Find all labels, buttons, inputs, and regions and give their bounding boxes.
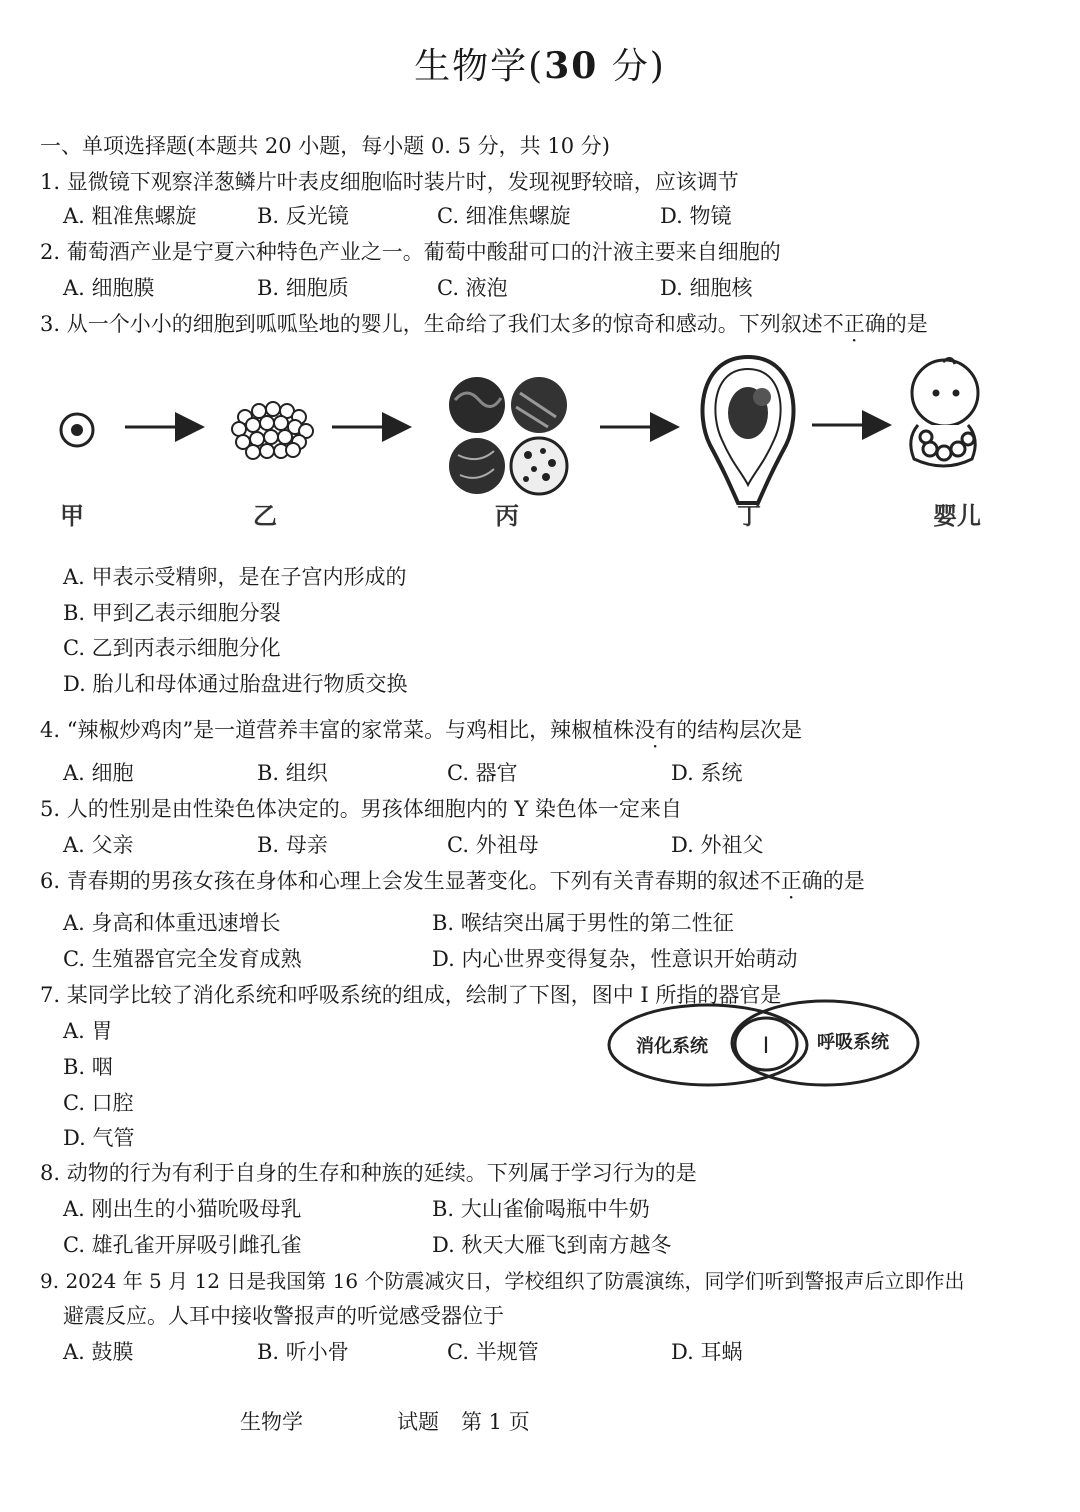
q6-option-b: B. 喉结突出属于男性的第二性征 [432,911,734,935]
q6-stem-dots: 不正确 [759,869,823,893]
q4-option-d: D. 系统 [671,761,743,785]
q3-stem-post: 的是 [885,312,928,336]
q5-option-a: A. 父亲 [63,833,134,857]
fetus-in-uterus-icon [702,357,793,503]
q5-option-b: B. 母亲 [257,833,328,857]
stage-label-jia: 甲 [60,502,84,530]
q3-stem-dots: 不正确 [822,312,886,336]
q4-option-c: C. 器官 [447,761,518,785]
q1-option-d: D. 物镜 [660,204,732,228]
q9-option-c: C. 半规管 [447,1340,539,1364]
q8-option-c: C. 雄孔雀开屏吸引雌孔雀 [63,1233,302,1257]
q2-option-b: B. 细胞质 [257,276,349,300]
question-6-stem [40,865,865,895]
stage-label-yi: 乙 [253,502,277,530]
q6-option-a: A. 身高和体重迅速增长 [63,911,281,935]
q2-option-d: D. 细胞核 [660,276,753,300]
page-title [0,38,1080,89]
question-9-stem-cont: 避震反应。人耳中接收警报声的听觉感受器位于 [63,1304,504,1328]
q7-option-d: D. 气管 [63,1126,135,1150]
q3-option-b: B. 甲到乙表示细胞分裂 [63,601,281,625]
q2-option-a: A. 细胞膜 [63,276,155,300]
baby-icon [911,358,978,466]
q4-stem-dots: 没有 [634,718,677,742]
q9-option-d: D. 耳蜗 [671,1340,743,1364]
question-2-stem: 2. 葡萄酒产业是宁夏六种特色产业之一。葡萄中酸甜可口的汁液主要来自细胞的 [40,240,781,264]
footer-subject: 生物学 [240,1410,303,1434]
venn-right-label: 呼吸系统 [817,1032,889,1053]
q4-stem-post: 的结构层次是 [676,718,803,742]
q6-option-d: D. 内心世界变得复杂，性意识开始萌动 [432,947,798,971]
tissues-icon [449,377,567,494]
question-8-stem: 8. 动物的行为有利于自身的生存和种族的延续。下列属于学习行为的是 [40,1161,697,1185]
q9-option-a: A. 鼓膜 [63,1340,134,1364]
question-3-stem [40,308,928,338]
title-score: 30 [544,45,599,87]
zygote-icon [61,414,93,446]
stage-label-ding: 丁 [737,502,761,530]
q3-option-d: D. 胎儿和母体通过胎盘进行物质交换 [63,672,408,696]
q3-stem-pre: 3. 从一个小小的细胞到呱呱坠地的婴儿，生命给了我们太多的惊奇和感动。下列叙述 [40,312,823,336]
stage-label-bing: 丙 [495,502,519,530]
venn-diagram [600,995,930,1095]
question-1-stem: 1. 显微镜下观察洋葱鳞片叶表皮细胞临时装片时，发现视野较暗，应该调节 [40,170,739,194]
q7-option-a: A. 胃 [63,1019,113,1043]
question-4-stem [40,714,802,744]
q9-option-b: B. 听小骨 [257,1340,349,1364]
q2-option-c: C. 液泡 [437,276,508,300]
venn-left-label: 消化系统 [636,1036,708,1057]
q8-option-a: A. 刚出生的小猫吮吸母乳 [63,1197,302,1221]
question-7-stem: 7. 某同学比较了消化系统和呼吸系统的组成，绘制了下图，图中 I 所指的器官是 [40,983,782,1007]
q6-stem-pre: 6. 青春期的男孩女孩在身体和心理上会发生显著变化。下列有关青春期的叙述 [40,869,760,893]
q4-option-a: A. 细胞 [63,761,134,785]
q8-option-b: B. 大山雀偷喝瓶中牛奶 [432,1197,650,1221]
q4-option-b: B. 组织 [257,761,328,785]
q1-option-c: C. 细准焦螺旋 [437,204,571,228]
q3-stem-emphasis [823,312,886,336]
question-5-stem: 5. 人的性别是由性染色体决定的。男孩体细胞内的 Y 染色体一定来自 [40,797,682,821]
q5-option-c: C. 外祖母 [447,833,539,857]
q4-stem-pre: 4. “辣椒炒鸡肉”是一道营养丰富的家常菜。与鸡相比，辣椒植株 [40,718,635,742]
q7-option-b: B. 咽 [63,1055,113,1079]
q6-option-c: C. 生殖器官完全发育成熟 [63,947,302,971]
stage-label-baby: 婴儿 [933,502,981,530]
footer-label: 试题 [397,1410,439,1434]
section-header: 一、单项选择题(本题共 20 小题，每小题 0. 5 分，共 10 分) [40,134,610,158]
cell-cluster-icon [232,402,313,459]
title-text: 生物学( [414,46,545,87]
q8-option-d: D. 秋天大雁飞到南方越冬 [432,1233,672,1257]
q7-option-c: C. 口腔 [63,1091,134,1115]
title-rest: 分) [598,46,666,87]
venn-center-label: I [762,1034,770,1059]
q1-option-a: A. 粗准焦螺旋 [63,204,197,228]
question-9-stem: 9. 2024 年 5 月 12 日是我国第 16 个防震减灾日，学校组织了防震演练，同学们听到警报声后立即作出 [40,1269,965,1293]
q5-option-d: D. 外祖父 [671,833,764,857]
footer-page-number: 第 1 页 [461,1410,530,1434]
q1-option-b: B. 反光镜 [257,204,349,228]
development-diagram [40,345,1040,550]
q3-option-a: A. 甲表示受精卵，是在子宫内形成的 [63,565,407,589]
q3-option-c: C. 乙到丙表示细胞分化 [63,636,281,660]
q6-stem-post: 的是 [822,869,865,893]
